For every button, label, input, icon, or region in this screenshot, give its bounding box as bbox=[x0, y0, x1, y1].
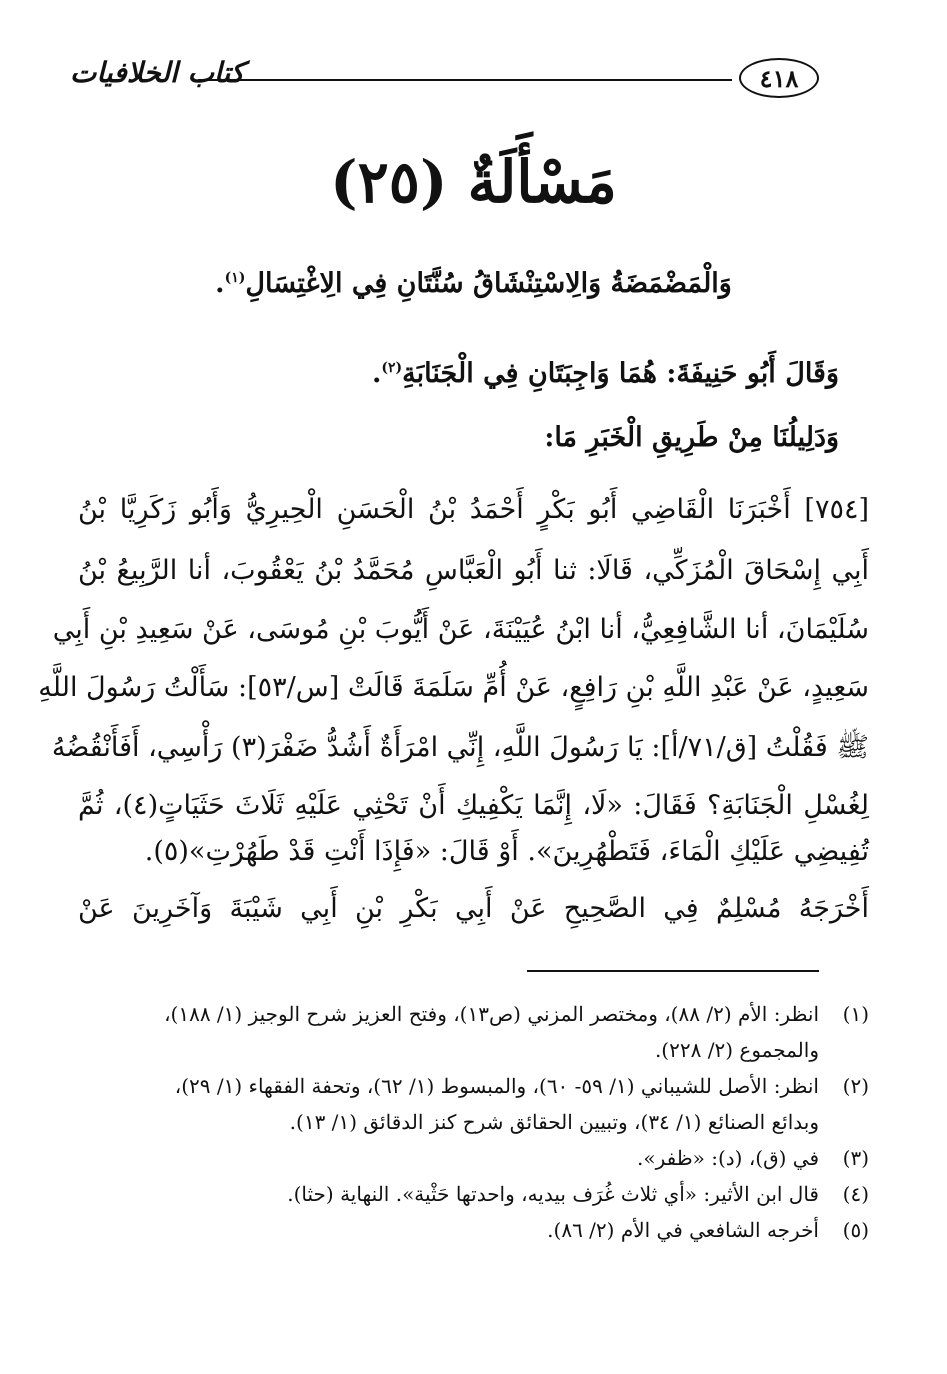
page-number: ٤١٨ bbox=[739, 58, 819, 98]
masala-title: مَسْأَلَةٌ (٢٥) bbox=[330, 148, 617, 216]
hadith-line: أَبِي إِسْحَاقَ الْمُزَكِّي، قَالَا: ثنا أَبُو الْعَبَّاسِ مُحَمَّدُ بْنُ يَعْقُوبَ، أنا الرَّبِيعُ بْنُ bbox=[78, 555, 869, 586]
footnote-number: (٥) bbox=[842, 1218, 869, 1242]
footnote-item: (٢) انظر: الأصل للشيباني (١/ ٥٩- ٦٠)، والمبسوط (١/ ٦٢)، وتحفة الفقهاء (١/ ٢٩)، وبدائع الصنائع (١/ ٣٤)، وتبيين الحقائق شرح كنز الدقائق (١/ ١٣). bbox=[78, 1068, 819, 1140]
hadith-line: سُلَيْمَانَ، أنا الشَّافِعِيُّ، أنا ابْنُ عُيَيْنَةَ، عَنْ أَيُّوبَ بْنِ مُوسَى، عَنْ سَعِيدِ بْنِ أَبِي bbox=[52, 614, 869, 645]
hadith-line: [٧٥٤] أَخْبَرَنَا الْقَاضِي أَبُو بَكْرٍ أَحْمَدُ بْنُ الْحَسَنِ الْحِيرِيُّ وَأَبُو زَكَرِيَّا بْنُ bbox=[78, 494, 869, 525]
footnote-number: (١) bbox=[842, 1002, 869, 1026]
footnote-item: (٤) قال ابن الأثير: «أي ثلاث غُرَف بيديه، واحدتها حَثْية». النهاية (حثا). bbox=[78, 1176, 819, 1212]
footnote-item: (٥) أخرجه الشافعي في الأم (٢/ ٨٦). bbox=[78, 1212, 819, 1248]
takhrij-line: أَخْرَجَهُ مُسْلِمٌ فِي الصَّحِيحِ عَنْ أَبِي بَكْرِ بْنِ أَبِي شَيْبَةَ وَآخَرِينَ عَنْ bbox=[78, 893, 869, 924]
abu-hanifa-opinion: وَقَالَ أَبُو حَنِيفَةَ: هُمَا وَاجِبَتَانِ فِي الْجَنَابَةِ$^{(٢)}$. bbox=[371, 358, 839, 389]
hadith-line: ﷺ فَقُلْتُ [ق/٧١/أ]: يَا رَسُولَ اللَّهِ، إِنِّي امْرَأَةٌ أَشُدُّ ضَفْرَ(٣) رَأْسِي، أَفَأَنْقُضُهُ bbox=[51, 732, 869, 763]
footnote-number: (٣) bbox=[842, 1146, 869, 1170]
header-rule bbox=[198, 79, 732, 81]
footnote-ref: (٢) bbox=[381, 360, 403, 376]
page-header bbox=[70, 52, 877, 102]
footnotes bbox=[78, 996, 869, 1248]
dalil-intro: وَدَلِيلُنَا مِنْ طَرِيقِ الْخَبَرِ مَا: bbox=[544, 422, 839, 453]
footnote-item: (١) انظر: الأم (٢/ ٨٨)، ومختصر المزني (ص١٣)، وفتح العزيز شرح الوجيز (١/ ١٨٨)، والمجموع (٢/ ٢٢٨). bbox=[78, 996, 819, 1068]
hadith-line: سَعِيدٍ، عَنْ عَبْدِ اللَّهِ بْنِ رَافِعٍ، عَنْ أُمِّ سَلَمَةَ قَالَتْ [س/٥٣]: سَأَلْتُ رَسُولَ اللَّهِ bbox=[38, 672, 869, 703]
footnote-item: (٣) في (ق)، (د): «ظفر». bbox=[78, 1140, 819, 1176]
footnote-number: (٤) bbox=[842, 1182, 869, 1206]
footnote-ref: (١) bbox=[224, 270, 246, 286]
book-title: كتاب الخلافيات bbox=[70, 56, 245, 89]
footnote-number: (٢) bbox=[842, 1074, 869, 1098]
ruling-statement: وَالْمَضْمَضَةُ وَالِاسْتِنْشَاقُ سُنَّتَانِ فِي الِاغْتِسَالِ$^{(١)}$. bbox=[215, 268, 732, 299]
hadith-line: لِغُسْلِ الْجَنَابَةِ؟ فَقَالَ: «لَا، إِنَّمَا يَكْفِيكِ أَنْ تَحْثِي عَلَيْهِ ثَلَاثَ حَثَيَاتٍ(٤)، ثُمَّ bbox=[78, 790, 869, 821]
hadith-line: تُفِيضِي عَلَيْكِ الْمَاءَ، فَتَطْهُرِينَ». أَوْ قَالَ: «فَإِذَا أَنْتِ قَدْ طَهُرْتِ»(٥). bbox=[144, 836, 869, 867]
footnote-separator bbox=[527, 970, 819, 972]
